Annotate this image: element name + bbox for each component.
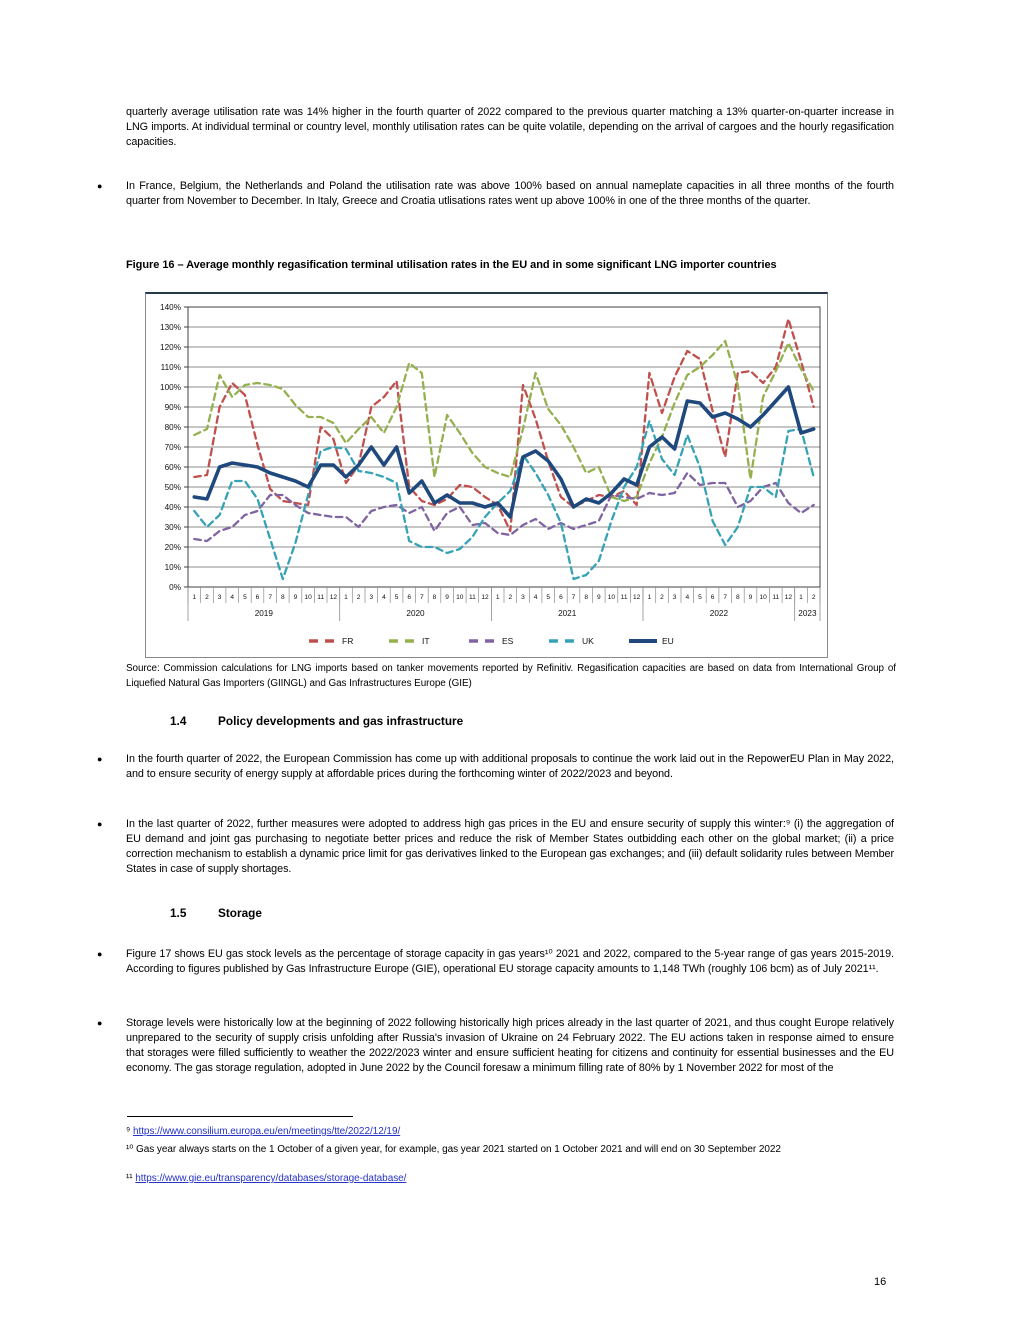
figure16-source: Source: Commission calculations for LNG imports based on tanker movements reported by Refinitiv. Regasification capacities are based on data from International Group of Liquefied Natural Gas Importers (GIINGL) and Gas Infrastructures Europe (GIE) [126, 663, 896, 689]
svg-text:20%: 20% [164, 542, 181, 552]
svg-text:9: 9 [445, 594, 449, 601]
svg-text:60%: 60% [164, 462, 181, 472]
svg-text:1: 1 [344, 594, 348, 601]
bullet-marker: ● [97, 949, 103, 959]
legend-item-UK [549, 636, 594, 646]
svg-text:11: 11 [620, 594, 628, 601]
legend-item-FR [309, 636, 353, 646]
section-1-5-bullet-1 [97, 947, 894, 977]
svg-text:5: 5 [546, 594, 551, 601]
svg-text:5: 5 [698, 594, 702, 601]
svg-text:100%: 100% [160, 382, 181, 392]
svg-text:1: 1 [495, 594, 500, 601]
svg-text:2: 2 [508, 594, 513, 601]
legend-item-ES [469, 636, 514, 646]
svg-text:4: 4 [533, 594, 538, 601]
section-1-4-number: 1.4 [170, 714, 187, 728]
svg-text:IT: IT [422, 636, 430, 646]
footnote-9 [126, 1124, 896, 1139]
footnote-11 [126, 1171, 896, 1186]
svg-text:2: 2 [356, 594, 361, 601]
svg-text:10: 10 [759, 594, 767, 601]
svg-text:50%: 50% [164, 482, 181, 492]
svg-text:8: 8 [584, 594, 589, 601]
footnote-10-text: Gas year always starts on the 1 October of a given year, for example, gas year 2021 started on 1 October 2021 and will end on 30 September 2022 [135, 1144, 781, 1155]
svg-text:70%: 70% [164, 442, 181, 452]
svg-text:80%: 80% [164, 422, 181, 432]
svg-text:2: 2 [811, 594, 816, 601]
legend-item-EU [629, 636, 674, 646]
intro-bullet-text: In France, Belgium, the Netherlands and Poland the utilisation rate was above 100% based on annual nameplate capacities in all three months of the fourth quarter from November to December. In Italy, Greece and Croatia utlisations rates went up above 100% in one of the three months of the quarter. [126, 180, 894, 207]
svg-text:8: 8 [432, 594, 437, 601]
svg-text:ES: ES [502, 636, 514, 646]
svg-text:2023: 2023 [798, 609, 817, 618]
svg-text:3: 3 [521, 594, 525, 601]
section-1-5-bullet-1-text: Figure 17 shows EU gas stock levels as the percentage of storage capacity in gas years¹⁰ 2021 and 2022, compared to the 5-year range of gas years 2015-2019. According to figures published by Gas Infrastructure Europe (GIE), operational EU storage capacity amounts to 1,148 TWh (roughly 106 bcm) as of July 2021¹¹. [126, 948, 894, 975]
svg-text:7: 7 [723, 594, 728, 601]
svg-text:FR: FR [342, 636, 354, 646]
intro-paragraph: quarterly average utilisation rate was 14% higher in the fourth quarter of 2022 compared to the previous quarter matching a 13% quarter-on-quarter increase in LNG imports. At individual terminal or country level, monthly utilisation rates can be quite volatile, depending on the arrival of cargoes and the hourly regasification capacities. [126, 106, 894, 148]
svg-text:1: 1 [192, 594, 197, 601]
section-1-5-heading [170, 906, 262, 920]
footnote-separator [127, 1116, 353, 1117]
section-1-4-bullet-2 [97, 817, 894, 877]
svg-text:EU: EU [662, 636, 674, 646]
svg-text:11: 11 [772, 594, 780, 601]
svg-text:10: 10 [304, 594, 312, 601]
svg-text:6: 6 [559, 594, 563, 601]
footnote-10 [126, 1142, 896, 1157]
svg-text:0%: 0% [169, 582, 181, 592]
section-1-5-bullet-2-text: Storage levels were historically low at the beginning of 2022 following historically high prices already in the last quarter of 2021, and thus cought Europe relatively unprepared to the security of supply crisis unfolding after Russia's invasion of Ukraine on 24 February 2022. The EU actions taken in response aimed to ensure that storages were filled sufficiently to weather the 2022/2023 winter and ensure sufficient heating for citizens and continuity for essential businesses and the EU economy. The gas storage regulation, adopted in June 2022 by the Council foresaw a minimum filling rate of 80% by 1 November 2022 for most of the [126, 1017, 894, 1074]
svg-text:9: 9 [748, 594, 753, 601]
svg-text:9: 9 [293, 594, 298, 601]
svg-text:12: 12 [329, 594, 338, 601]
figure16-title: Figure 16 – Average monthly regasification terminal utilisation rates in the EU and in some significant LNG importer countries [126, 259, 777, 271]
footnote-10-marker: ¹⁰ [126, 1144, 134, 1155]
svg-text:8: 8 [735, 594, 740, 601]
svg-text:10: 10 [607, 594, 616, 601]
svg-text:1: 1 [799, 594, 803, 601]
svg-text:11: 11 [317, 594, 325, 601]
svg-text:3: 3 [217, 594, 222, 601]
section-1-4-heading [170, 714, 463, 728]
svg-text:6: 6 [255, 594, 260, 601]
section-1-5-number: 1.5 [170, 906, 187, 920]
series-UK [194, 421, 813, 579]
svg-text:110%: 110% [160, 362, 181, 372]
svg-text:2020: 2020 [406, 609, 425, 618]
svg-text:3: 3 [672, 594, 677, 601]
section-1-4-bullet-2-text: In the last quarter of 2022, further measures were adopted to address high gas prices in the EU and ensure security of supply this winter:⁹ (i) the aggregation of EU demand and joint gas purchasing to negotiate better prices and reduce the risk of Member States outbidding each other on the global market; (ii) a price correction mechanism to establish a dynamic price limit for gas derivatives linked to the European gas exchanges; and (iii) default solidarity rules between Member States in case of supply shortages. [126, 818, 894, 875]
bullet-marker: ● [97, 754, 103, 764]
svg-text:UK: UK [582, 636, 594, 646]
page-number: 16 [874, 1276, 887, 1288]
section-1-5-bullet-2 [97, 1016, 894, 1076]
svg-text:140%: 140% [160, 302, 181, 312]
svg-text:4: 4 [382, 594, 386, 601]
svg-text:12: 12 [784, 594, 793, 601]
bullet-marker: ● [97, 819, 103, 829]
svg-text:6: 6 [710, 594, 715, 601]
svg-text:9: 9 [596, 594, 601, 601]
svg-text:5: 5 [243, 594, 247, 601]
svg-text:5: 5 [394, 594, 399, 601]
svg-text:2: 2 [660, 594, 664, 601]
section-1-4-bullet-1-text: In the fourth quarter of 2022, the European Commission has come up with additional proposals to continue the work laid out in the RepowerEU Plan in May 2022, and to ensure security of energy supply at affordable prices during the forthcoming winter of 2022/2023 and beyond. [126, 753, 894, 780]
figure16-chart [145, 292, 828, 658]
svg-text:12: 12 [481, 594, 489, 601]
svg-text:2: 2 [205, 594, 209, 601]
svg-text:6: 6 [407, 594, 412, 601]
footnote-11-marker: ¹¹ [126, 1173, 133, 1184]
figure16-chart-svg [146, 294, 827, 656]
svg-text:10%: 10% [164, 562, 181, 572]
footnote-9-link[interactable]: https://www.consilium.europa.eu/en/meetings/tte/2022/12/19/ [132, 1126, 401, 1137]
svg-text:4: 4 [685, 594, 690, 601]
svg-text:10: 10 [456, 594, 464, 601]
svg-text:3: 3 [369, 594, 374, 601]
svg-text:90%: 90% [164, 402, 181, 412]
svg-text:12: 12 [633, 594, 641, 601]
section-1-4-bullet-1 [97, 752, 894, 782]
section-1-4-title: Policy developments and gas infrastructure [218, 714, 464, 728]
svg-text:11: 11 [468, 594, 476, 601]
svg-text:130%: 130% [160, 322, 181, 332]
svg-text:7: 7 [419, 594, 424, 601]
svg-text:7: 7 [268, 594, 273, 601]
svg-text:4: 4 [230, 594, 235, 601]
intro-bullet [97, 179, 894, 209]
svg-text:8: 8 [280, 594, 285, 601]
svg-text:2019: 2019 [254, 609, 273, 618]
bullet-marker: ● [97, 181, 103, 191]
svg-text:40%: 40% [164, 502, 181, 512]
section-1-5-title: Storage [218, 906, 262, 920]
bullet-marker: ● [97, 1018, 103, 1028]
svg-text:2021: 2021 [558, 609, 577, 618]
svg-text:30%: 30% [164, 522, 181, 532]
legend-item-IT [389, 636, 430, 646]
footnote-9-marker: ⁹ [126, 1126, 131, 1137]
footnote-11-link[interactable]: https://www.gie.eu/transparency/databases/storage-database/ [135, 1173, 407, 1184]
svg-text:7: 7 [571, 594, 576, 601]
svg-text:120%: 120% [160, 342, 181, 352]
svg-text:1: 1 [647, 594, 652, 601]
svg-text:2022: 2022 [709, 609, 729, 618]
